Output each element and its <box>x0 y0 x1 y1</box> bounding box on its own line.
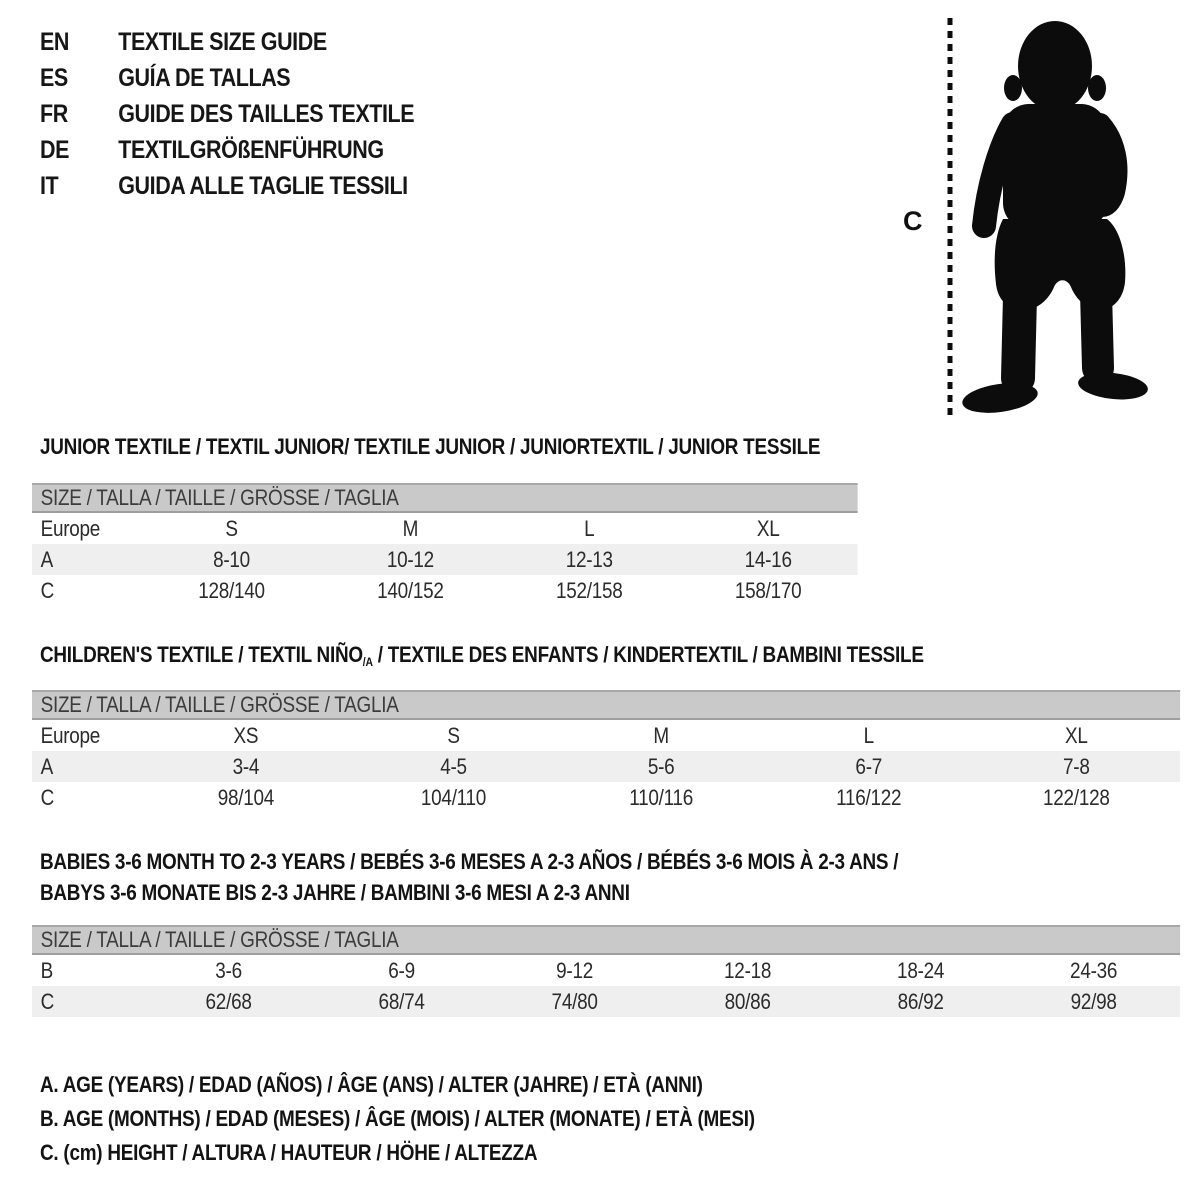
language-code: ES <box>40 63 68 92</box>
size-cell: 7-8 <box>1063 753 1090 779</box>
row-label: C <box>40 988 55 1014</box>
size-cell: 122/128 <box>1043 784 1110 810</box>
size-cell: 92/98 <box>1070 988 1117 1014</box>
section-title-children <box>40 642 924 671</box>
row-label: A <box>40 546 53 572</box>
language-title: GUÍA DE TALLAS <box>118 63 291 92</box>
size-cell: 12-18 <box>724 957 772 983</box>
section-title-babies-line1: BABIES 3-6 MONTH TO 2-3 YEARS / BEBÉS 3-6 MESES A 2-3 AÑOS / BÉBÉS 3-6 MOIS À 2-3 ANS / <box>40 849 899 874</box>
legend-line-b: B. AGE (MONTHS) / EDAD (MESES) / ÂGE (MOIS) / ALTER (MONATE) / ETÀ (MESI) <box>40 1106 755 1131</box>
row-label: A <box>40 753 53 779</box>
size-cell: 9-12 <box>556 957 594 983</box>
language-title: GUIDE DES TAILLES TEXTILE <box>118 99 415 128</box>
language-row <box>40 24 414 60</box>
section-title-babies-line2: BABYS 3-6 MONATE BIS 2-3 JAHRE / BAMBINI 3-6 MESI A 2-3 ANNI <box>40 880 630 905</box>
children-size-table <box>32 690 1180 813</box>
size-cell: 128/140 <box>198 577 265 603</box>
size-cell: S <box>225 515 238 541</box>
size-cell: 140/152 <box>377 577 444 603</box>
size-cell: 10-12 <box>386 546 434 572</box>
table-row-europe <box>32 720 1180 751</box>
legend-line-a: A. AGE (YEARS) / EDAD (AÑOS) / ÂGE (ANS) / ALTER (JAHRE) / ETÀ (ANNI) <box>40 1072 703 1097</box>
size-cell: 104/110 <box>420 784 487 810</box>
size-cell: 158/170 <box>734 577 802 603</box>
row-label: Europe <box>40 515 101 541</box>
size-cell: 8-10 <box>213 546 250 572</box>
row-label: C <box>40 784 55 810</box>
babies-size-table <box>32 925 1180 1017</box>
size-cell: XL <box>756 515 780 541</box>
language-title: TEXTILE SIZE GUIDE <box>118 27 327 56</box>
size-cell: L <box>863 722 874 748</box>
size-cell: 14-16 <box>744 546 792 572</box>
language-row <box>40 132 414 168</box>
toddler-silhouette-figure <box>900 6 1150 426</box>
junior-size-table <box>32 483 858 606</box>
language-title: GUIDA ALLE TAGLIE TESSILI <box>118 171 408 200</box>
size-cell: M <box>402 515 419 541</box>
size-cell: 18-24 <box>897 957 945 983</box>
section-title-babies <box>40 846 898 908</box>
section-title-children-post: / TEXTILE DES ENFANTS / KINDERTEXTIL / BAMBINI TESSILE <box>372 642 924 667</box>
toddler-silhouette-icon <box>960 21 1149 417</box>
table-row-height <box>32 575 858 606</box>
size-cell: 110/116 <box>629 784 693 810</box>
size-cell: 116/122 <box>836 784 902 810</box>
language-title-list <box>40 24 414 204</box>
language-title: TEXTILGRÖßENFÜHRUNG <box>118 135 384 164</box>
size-cell: M <box>653 722 669 748</box>
size-header-bar: SIZE / TALLA / TAILLE / GRÖSSE / TAGLIA <box>32 483 858 513</box>
section-title-junior: JUNIOR TEXTILE / TEXTIL JUNIOR/ TEXTILE JUNIOR / JUNIORTEXTIL / JUNIOR TESSILE <box>40 434 821 459</box>
size-cell: XS <box>233 722 259 748</box>
size-cell: 86/92 <box>897 988 944 1014</box>
table-row-age <box>32 544 858 575</box>
measurement-legend <box>40 1068 755 1170</box>
size-cell: L <box>584 515 595 541</box>
row-label: C <box>40 577 55 603</box>
table-row-height <box>32 986 1180 1017</box>
size-cell: 4-5 <box>440 753 467 779</box>
language-code: IT <box>40 171 59 200</box>
size-cell: 12-13 <box>565 546 613 572</box>
size-cell: 152/158 <box>555 577 623 603</box>
size-cell: XL <box>1065 722 1088 748</box>
table-row-age-months <box>32 955 1180 986</box>
language-code: FR <box>40 99 68 128</box>
size-cell: 5-6 <box>647 753 675 779</box>
language-row <box>40 168 414 204</box>
size-cell: 62/68 <box>205 988 252 1014</box>
size-cell: 3-6 <box>215 957 242 983</box>
table-row-age <box>32 751 1180 782</box>
size-cell: 68/74 <box>378 988 425 1014</box>
size-cell: 6-9 <box>388 957 415 983</box>
table-row-height <box>32 782 1180 813</box>
size-cell: S <box>447 722 460 748</box>
size-cell: 80/86 <box>724 988 771 1014</box>
size-header-bar: SIZE / TALLA / TAILLE / GRÖSSE / TAGLIA <box>32 690 1180 720</box>
language-code: DE <box>40 135 70 164</box>
language-row <box>40 60 414 96</box>
size-header-bar: SIZE / TALLA / TAILLE / GRÖSSE / TAGLIA <box>32 925 1180 955</box>
size-cell: 6-7 <box>855 753 883 779</box>
row-label: Europe <box>40 722 101 748</box>
language-code: EN <box>40 27 70 56</box>
language-row <box>40 96 414 132</box>
section-title-children-pre: CHILDREN'S TEXTILE / TEXTIL NIÑO <box>40 642 363 667</box>
height-measure-label: C <box>903 206 922 236</box>
size-cell: 24-36 <box>1070 957 1118 983</box>
table-row-europe <box>32 513 858 544</box>
size-cell: 3-4 <box>232 753 260 779</box>
legend-line-c: C. (cm) HEIGHT / ALTURA / HAUTEUR / HÖHE / ALTEZZA <box>40 1140 538 1165</box>
row-label: B <box>40 957 53 983</box>
size-cell: 74/80 <box>551 988 598 1014</box>
section-title-children-sub: /A <box>362 655 373 669</box>
size-cell: 98/104 <box>217 784 275 810</box>
